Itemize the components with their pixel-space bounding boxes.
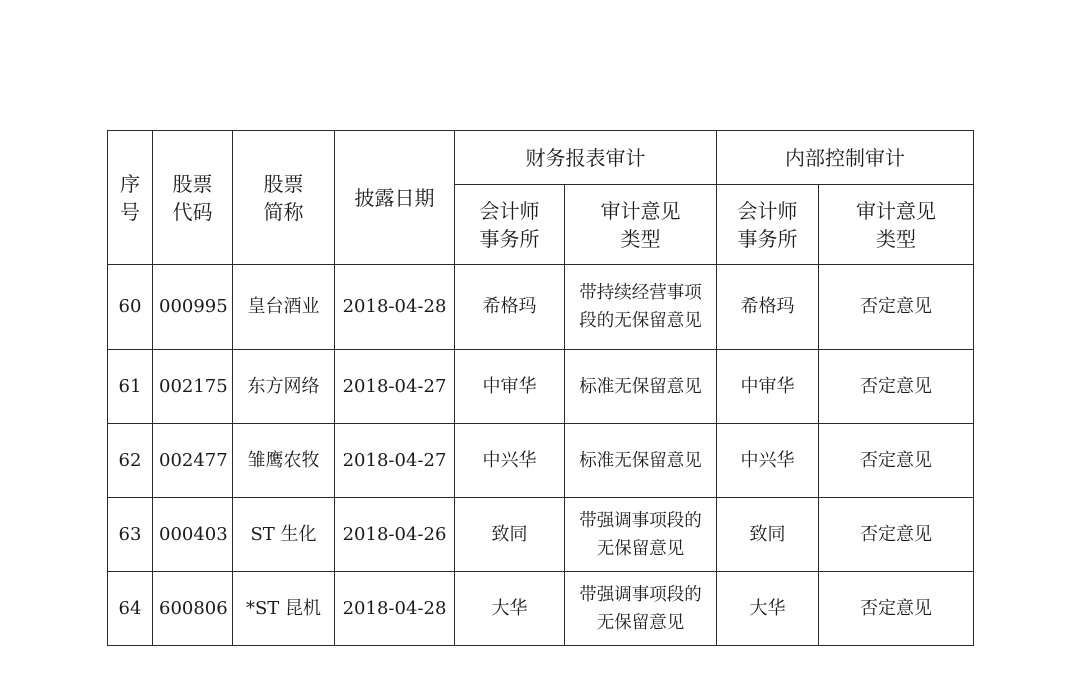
header-name: 股票简称 bbox=[233, 131, 335, 265]
cell-ic-firm: 希格玛 bbox=[717, 265, 819, 350]
cell-date: 2018-04-27 bbox=[335, 424, 455, 498]
cell-ic-firm: 大华 bbox=[717, 572, 819, 646]
cell-name: 皇台酒业 bbox=[233, 265, 335, 350]
cell-date: 2018-04-28 bbox=[335, 265, 455, 350]
cell-name: 雏鹰农牧 bbox=[233, 424, 335, 498]
cell-ic-opinion: 否定意见 bbox=[819, 350, 974, 424]
cell-code: 002477 bbox=[153, 424, 233, 498]
cell-date: 2018-04-26 bbox=[335, 498, 455, 572]
cell-ic-firm: 中兴华 bbox=[717, 424, 819, 498]
cell-code: 600806 bbox=[153, 572, 233, 646]
cell-ic-opinion: 否定意见 bbox=[819, 572, 974, 646]
cell-fin-firm: 致同 bbox=[455, 498, 565, 572]
cell-code: 000403 bbox=[153, 498, 233, 572]
cell-fin-opinion: 标准无保留意见 bbox=[565, 424, 717, 498]
cell-code: 000995 bbox=[153, 265, 233, 350]
cell-fin-opinion: 带强调事项段的无保留意见 bbox=[565, 498, 717, 572]
header-code: 股票代码 bbox=[153, 131, 233, 265]
header-internal-control-audit: 内部控制审计 bbox=[717, 131, 974, 185]
cell-date: 2018-04-28 bbox=[335, 572, 455, 646]
table-row bbox=[108, 572, 974, 646]
cell-seq: 62 bbox=[108, 424, 153, 498]
cell-seq: 61 bbox=[108, 350, 153, 424]
table-row bbox=[108, 350, 974, 424]
cell-seq: 64 bbox=[108, 572, 153, 646]
cell-name: *ST 昆机 bbox=[233, 572, 335, 646]
table-row bbox=[108, 424, 974, 498]
table-row bbox=[108, 498, 974, 572]
header-seq-label: 序号 bbox=[120, 171, 140, 224]
cell-fin-opinion: 带持续经营事项段的无保留意见 bbox=[565, 265, 717, 350]
cell-date: 2018-04-27 bbox=[335, 350, 455, 424]
header-ic-opinion: 审计意见类型 bbox=[819, 185, 974, 265]
cell-ic-firm: 致同 bbox=[717, 498, 819, 572]
table-row bbox=[108, 265, 974, 350]
cell-fin-opinion: 带强调事项段的无保留意见 bbox=[565, 572, 717, 646]
cell-fin-firm: 中兴华 bbox=[455, 424, 565, 498]
header-ic-firm: 会计师事务所 bbox=[717, 185, 819, 265]
header-date: 披露日期 bbox=[335, 131, 455, 265]
cell-fin-opinion: 标准无保留意见 bbox=[565, 350, 717, 424]
audit-opinion-table bbox=[107, 130, 974, 646]
header-seq bbox=[108, 131, 153, 265]
cell-ic-opinion: 否定意见 bbox=[819, 265, 974, 350]
header-fin-opinion: 审计意见类型 bbox=[565, 185, 717, 265]
cell-ic-firm: 中审华 bbox=[717, 350, 819, 424]
cell-name: 东方网络 bbox=[233, 350, 335, 424]
cell-fin-firm: 中审华 bbox=[455, 350, 565, 424]
header-fin-firm: 会计师事务所 bbox=[455, 185, 565, 265]
header-financial-audit: 财务报表审计 bbox=[455, 131, 717, 185]
cell-ic-opinion: 否定意见 bbox=[819, 498, 974, 572]
cell-seq: 60 bbox=[108, 265, 153, 350]
header-row-1 bbox=[108, 131, 974, 185]
cell-code: 002175 bbox=[153, 350, 233, 424]
cell-ic-opinion: 否定意见 bbox=[819, 424, 974, 498]
cell-name: ST 生化 bbox=[233, 498, 335, 572]
cell-fin-firm: 大华 bbox=[455, 572, 565, 646]
cell-fin-firm: 希格玛 bbox=[455, 265, 565, 350]
cell-seq: 63 bbox=[108, 498, 153, 572]
